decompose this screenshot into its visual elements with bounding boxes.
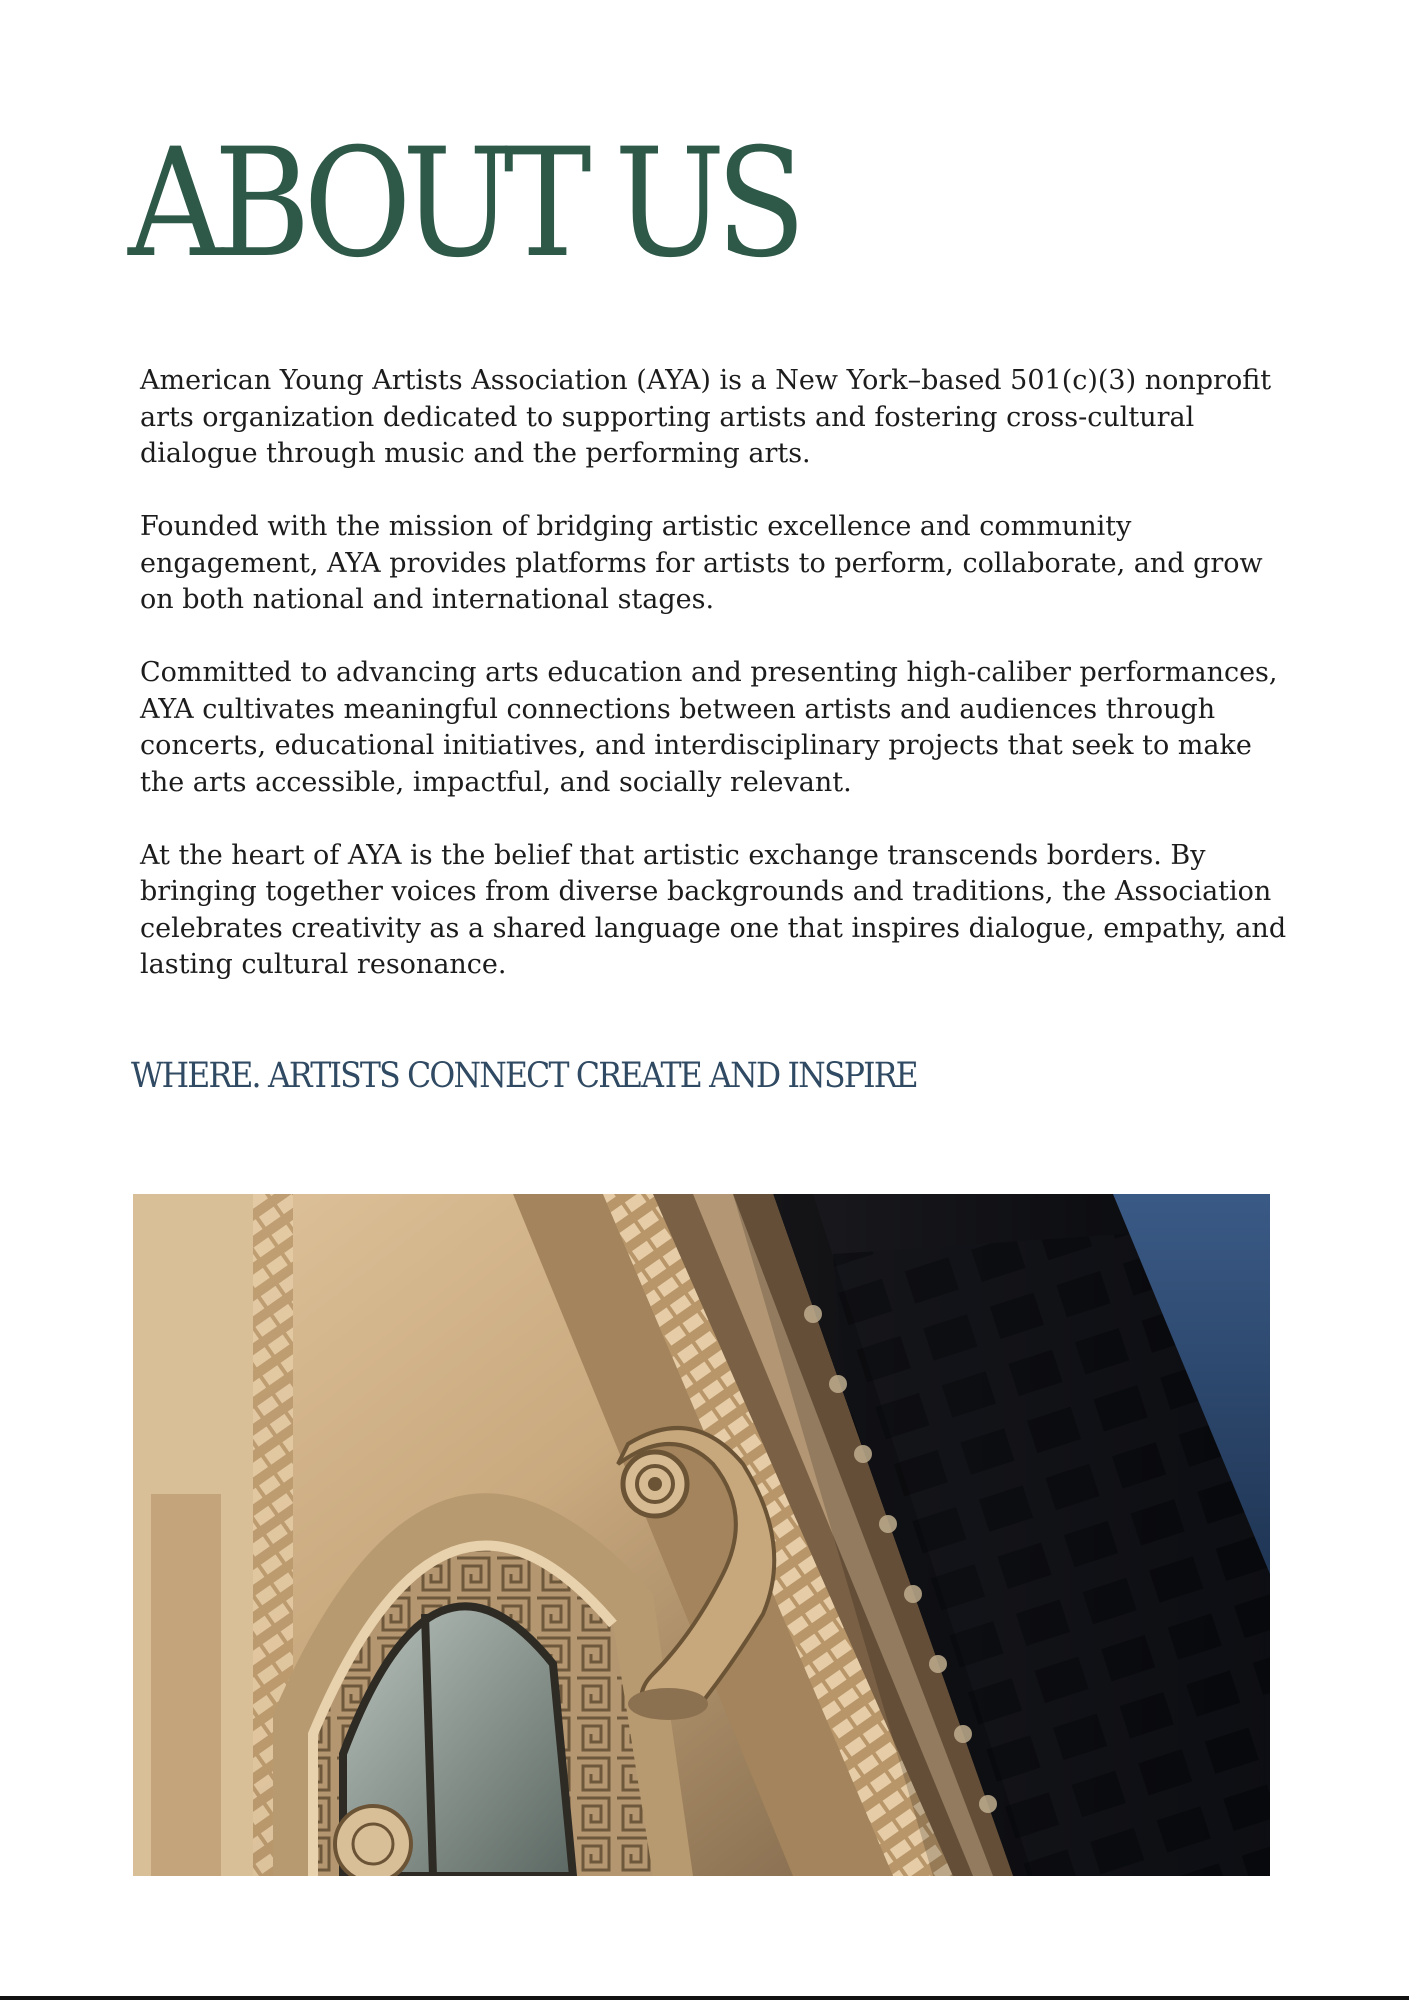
intro-text	[140, 363, 1290, 1020]
facade-photo	[133, 1194, 1270, 1876]
facade-illustration	[133, 1194, 1270, 1876]
intro-paragraph: At the heart of AYA is the belief that artistic exchange transcends borders. By bringing together voices from diverse backgrounds and traditions, the Association celebrates creativity as a shared language one that inspires dialogue, empathy, and lasting cultural resonance.	[140, 839, 1287, 980]
intro-paragraph: Committed to advancing arts education and presenting high-caliber performances, AYA cultivates meaningful connections between artists and audiences through concerts, educational initiatives, and interdisciplinary projects that seek to make the arts accessible, impactful, and socially relevant.	[140, 657, 1278, 798]
intro-paragraph: American Young Artists Association (AYA) is a New York–based 501(c)(3) nonprofit arts organization dedicated to supporting artists and fostering cross-cultural dialogue through music and the performing arts.	[140, 365, 1272, 469]
tagline: WHERE. ARTISTS CONNECT CREATE AND INSPIRE	[131, 1056, 917, 1096]
page-title: ABOUT US	[128, 117, 797, 291]
bottom-divider	[0, 1996, 1409, 2000]
intro-paragraph: Founded with the mission of bridging artistic excellence and community engagement, AYA provides platforms for artists to perform, collaborate, and grow on both national and international stages.	[140, 511, 1263, 615]
